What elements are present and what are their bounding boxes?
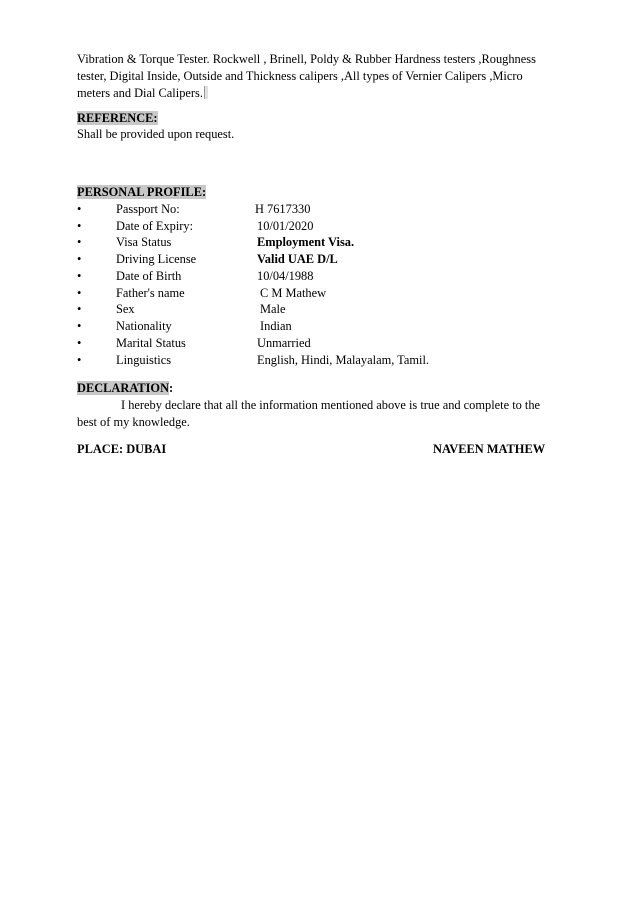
profile-label: Date of Birth [116,269,182,283]
profile-label: Sex [116,302,135,316]
declaration-colon: : [169,381,174,395]
bullet-icon: • [77,302,82,316]
profile-value: 10/01/2020 [257,219,314,233]
skills-line: tester, Digital Inside, Outside and Thickness calipers ,All types of Vernier Calipers ,Micro [77,69,523,83]
profile-row-sex [77,301,557,318]
profile-label: Driving License [116,252,197,266]
profile-value: Male [260,302,286,316]
profile-value: English, Hindi, Malayalam, Tamil. [257,353,430,367]
reference-heading [77,110,158,127]
profile-label: Passport No: [116,202,180,216]
profile-label: Linguistics [116,353,172,367]
profile-label: Father's name [116,286,185,300]
bullet-icon: • [77,269,82,283]
profile-value: Unmarried [257,336,311,350]
profile-value: Employment Visa. [257,235,355,249]
profile-value: Valid UAE D/L [257,252,338,266]
declaration-text: I hereby declare that all the information mentioned above is true and complete to the best of my knowledge. [77,398,541,429]
place-label: PLACE: DUBAI [77,442,167,456]
profile-row-driving-license [77,251,557,268]
profile-row-linguistics [77,352,557,369]
profile-value: C M Mathew [260,286,327,300]
bullet-icon: • [77,286,82,300]
profile-row-fathers-name [77,285,557,302]
profile-row-visa-status [77,234,557,251]
skills-line [77,85,557,102]
declaration-heading-text: DECLARATION [77,381,170,395]
reference-heading-text: REFERENCE: [77,111,158,125]
bullet-icon: • [77,252,82,266]
profile-label: Visa Status [116,235,172,249]
bullet-icon: • [77,235,82,249]
declaration-heading [77,380,173,397]
profile-value: Indian [260,319,292,333]
profile-row-marital-status [77,335,557,352]
profile-value: 10/04/1988 [257,269,314,283]
profile-label: Date of Expiry: [116,219,194,233]
skills-line: Vibration & Torque Tester. Rockwell , Brinell, Poldy & Rubber Hardness testers ,Roughness [77,52,536,66]
bullet-icon: • [77,336,82,350]
bullet-icon: • [77,219,82,233]
bullet-icon: • [77,202,82,216]
profile-value: H 7617330 [255,202,311,216]
skills-line-text: meters and Dial Calipers. [77,86,203,100]
bullet-icon: • [77,319,82,333]
skills-paragraph [77,51,557,102]
profile-label: Marital Status [116,336,186,350]
personal-profile-heading-text: PERSONAL PROFILE: [77,185,207,199]
profile-row-nationality [77,318,557,335]
text-cursor [204,86,208,99]
reference-text: Shall be provided upon request. [77,127,235,141]
profile-row-date-of-expiry [77,218,557,235]
bullet-icon: • [77,353,82,367]
profile-row-date-of-birth [77,268,557,285]
personal-profile-heading [77,184,206,201]
signatory-name: NAVEEN MATHEW [433,442,546,456]
profile-label: Nationality [116,319,172,333]
profile-row-passport [77,201,557,218]
